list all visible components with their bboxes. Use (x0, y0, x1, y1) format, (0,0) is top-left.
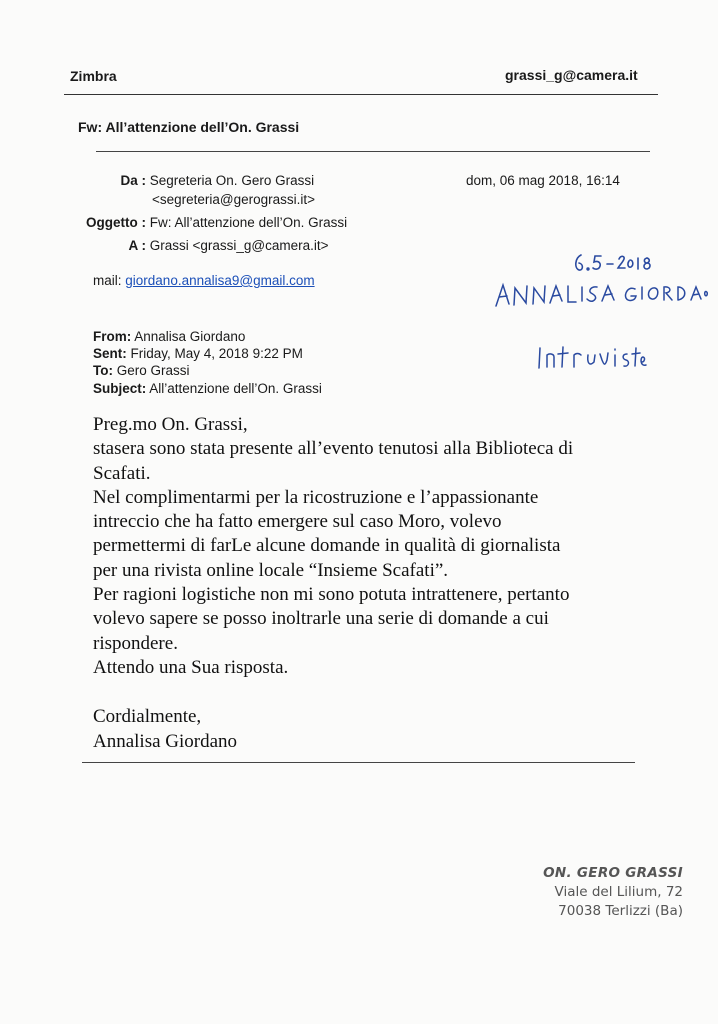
meta-to-label: A : (128, 238, 146, 253)
handwritten-date (572, 250, 672, 278)
body-line: rispondere. (93, 632, 178, 654)
meta-from-label: Da : (120, 173, 146, 188)
meta-from-value: Segreteria On. Gero Grassi (149, 173, 315, 188)
forwarded-to-row (93, 362, 190, 380)
forwarded-from-row (93, 328, 245, 346)
stamp-street: Viale del Lilium, 72 (554, 884, 683, 900)
stamp-city: 70038 Terlizzi (Ba) (558, 903, 683, 919)
mail-link[interactable]: giordano.annalisa9@gmail.com (125, 273, 315, 288)
body-signature: Annalisa Giordano (93, 730, 238, 752)
forwarded-subject-row (93, 380, 322, 398)
forwarded-subject-value: All’attenzione dell’On. Grassi (149, 381, 322, 396)
meta-from-row (80, 173, 314, 188)
body-line: per una rivista online locale “Insieme Scafati”. (93, 559, 449, 581)
forwarded-sent-value: Friday, May 4, 2018 9:22 PM (130, 346, 303, 361)
footer-divider (82, 762, 635, 763)
meta-to-row (80, 238, 329, 253)
body-line: Per ragioni logistiche non mi sono potuta intrattenere, pertanto (93, 584, 570, 606)
meta-subject-row (80, 215, 347, 230)
body-line: volevo sapere se posso inoltrarle una serie di domande a cui (93, 608, 549, 630)
forwarded-subject-label: Subject: (93, 381, 147, 396)
forwarded-from-value: Annalisa Giordano (134, 329, 246, 344)
body-line: intreccio che ha fatto emergere sul caso Moro, volevo (93, 511, 502, 533)
forwarded-from-label: From: (93, 329, 132, 344)
meta-to-value: Grassi <grassi_g@camera.it> (149, 238, 329, 253)
mail-line (93, 273, 315, 288)
body-greeting: Preg.mo On. Grassi, (93, 414, 248, 435)
body-line: Attendo una Sua risposta. (93, 656, 289, 678)
body-spacer (93, 680, 653, 705)
body-line: permettermi di farLe alcune domande in qualità di giornalista (93, 535, 561, 557)
forwarded-sent-row (93, 345, 303, 363)
account-email: grassi_g@camera.it (505, 67, 638, 83)
message-body (93, 413, 653, 754)
header-divider (64, 94, 658, 95)
forwarded-sent-label: Sent: (93, 346, 127, 361)
body-closing: Cordialmente, (93, 706, 202, 728)
body-line: Scafati. (93, 462, 151, 484)
handwritten-note (536, 340, 648, 372)
meta-subject-label: Oggetto : (86, 215, 146, 230)
stamp-name: ON. GERO GRASSI (543, 865, 683, 881)
body-line: Nel complimentarmi per la ricostruzione e l’appassionante (93, 486, 539, 508)
body-line: stasera sono stata presente all’evento tenutosi alla Biblioteca di (93, 438, 574, 460)
message-title: Fw: All’attenzione dell’On. Grassi (78, 119, 300, 135)
message-date: dom, 06 mag 2018, 16:14 (466, 173, 620, 188)
title-divider (96, 151, 650, 152)
meta-from-email: <segreteria@gerograssi.it> (152, 192, 316, 207)
mail-label: mail: (93, 273, 122, 288)
forwarded-to-value: Gero Grassi (116, 363, 190, 378)
address-stamp (528, 864, 683, 921)
handwritten-name (494, 280, 708, 310)
forwarded-to-label: To: (93, 363, 113, 378)
app-name: Zimbra (70, 68, 117, 84)
meta-subject-value: Fw: All’attenzione dell’On. Grassi (149, 215, 348, 230)
